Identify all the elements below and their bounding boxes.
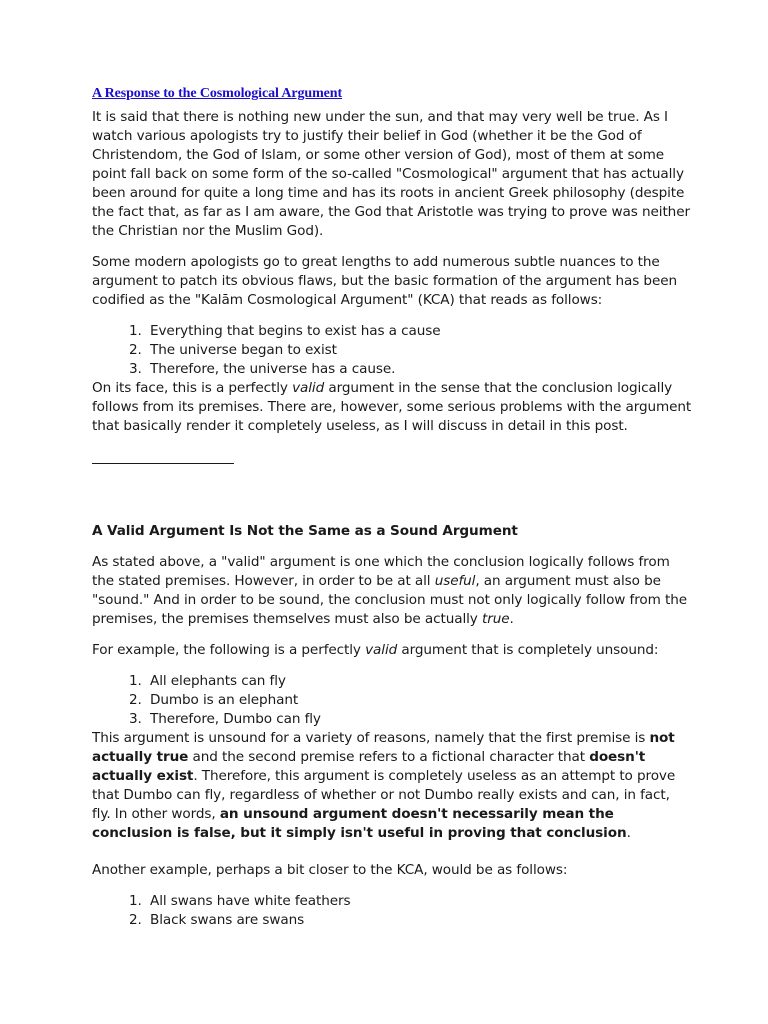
section-paragraph-2 [92,641,692,660]
section-paragraph-4: Another example, perhaps a bit closer to the KCA, would be as follows: [92,862,568,878]
list-item: 1. Everything that begins to exist has a cause [146,322,692,341]
text-span: As stated above, a "valid" argument is one which the conclusion logically follows from the stated premises. However, in order to be at all [92,554,670,589]
list-item: 3. Therefore, Dumbo can fly [146,710,692,729]
dumbo-premises-list [92,672,692,729]
bold-text: doesn't actually exist [92,749,646,784]
kca-premises-list [92,322,692,379]
intro-paragraph-2: Some modern apologists go to great lengths to add numerous subtle nuances to the argument to patch its obvious flaws, but the basic formation of the argument has been codified as the "Kalām Cosmological Argument" (KCA) that reads as follows: [92,254,678,308]
section-paragraph-1 [92,553,692,629]
title-link[interactable]: A Response to the Cosmological Argument [92,86,343,101]
document-page [92,84,692,930]
swan-premises-list [92,892,692,930]
horizontal-divider [92,463,234,464]
text-span: . [509,611,514,627]
section-paragraph-3 [92,729,692,843]
text-span: . Therefore, this argument is completely useless as an attempt to prove that Dumbo can fly, regardless of whether or not Dumbo really exists and can, in fact, fly. In other words, [92,768,676,822]
text-span: On its face, this is a perfectly [92,380,293,396]
list-item: 1. All swans have white feathers [146,892,692,911]
emphasis-text: true [481,611,510,627]
text-span: This argument is unsound for a variety of reasons, namely that the first premise is [92,730,650,746]
emphasis-text: valid [365,642,398,658]
text-span: and the second premise refers to a fictional character that [188,749,590,765]
text-span: . [626,825,631,841]
list-item: 2. The universe began to exist [146,341,692,360]
list-item: 3. Therefore, the universe has a cause. [146,360,692,379]
section-heading: A Valid Argument Is Not the Same as a Sound Argument [92,523,518,539]
bold-text: not actually true [92,730,675,765]
emphasis-text: useful [434,573,476,589]
text-span: For example, the following is a perfectly [92,642,366,658]
intro-paragraph-3 [92,379,692,436]
list-item: 1. All elephants can fly [146,672,692,691]
emphasis-text: valid [292,380,325,396]
list-item: 2. Black swans are swans [146,911,692,930]
list-item: 2. Dumbo is an elephant [146,691,692,710]
bold-text: an unsound argument doesn't necessarily mean the conclusion is false, but it simply isn't useful in proving that conclusion [92,806,627,841]
text-span: argument that is completely unsound: [397,642,659,658]
text-span: argument in the sense that the conclusion logically follows from its premises. There are, however, some serious problems with the argument that basically render it completely useless, as I will discuss in detail in this post. [92,380,692,434]
intro-paragraph-1: It is said that there is nothing new under the sun, and that may very well be true. As I watch various apologists try to justify their belief in God (whether it be the God of Christendom, the God of Islam, or some other version of God), most of them at some point fall back on some form of the so-called "Cosmological" argument that has actually been around for quite a long time and has its roots in ancient Greek philosophy (despite the fact that, as far as I am aware, the God that Aristotle was trying to prove was neither the Christian nor the Muslim God). [92,109,690,239]
text-span: , an argument must also be "sound." And in order to be sound, the conclusion must not only logically follow from the premises, the premises themselves must also be actually [92,573,688,627]
